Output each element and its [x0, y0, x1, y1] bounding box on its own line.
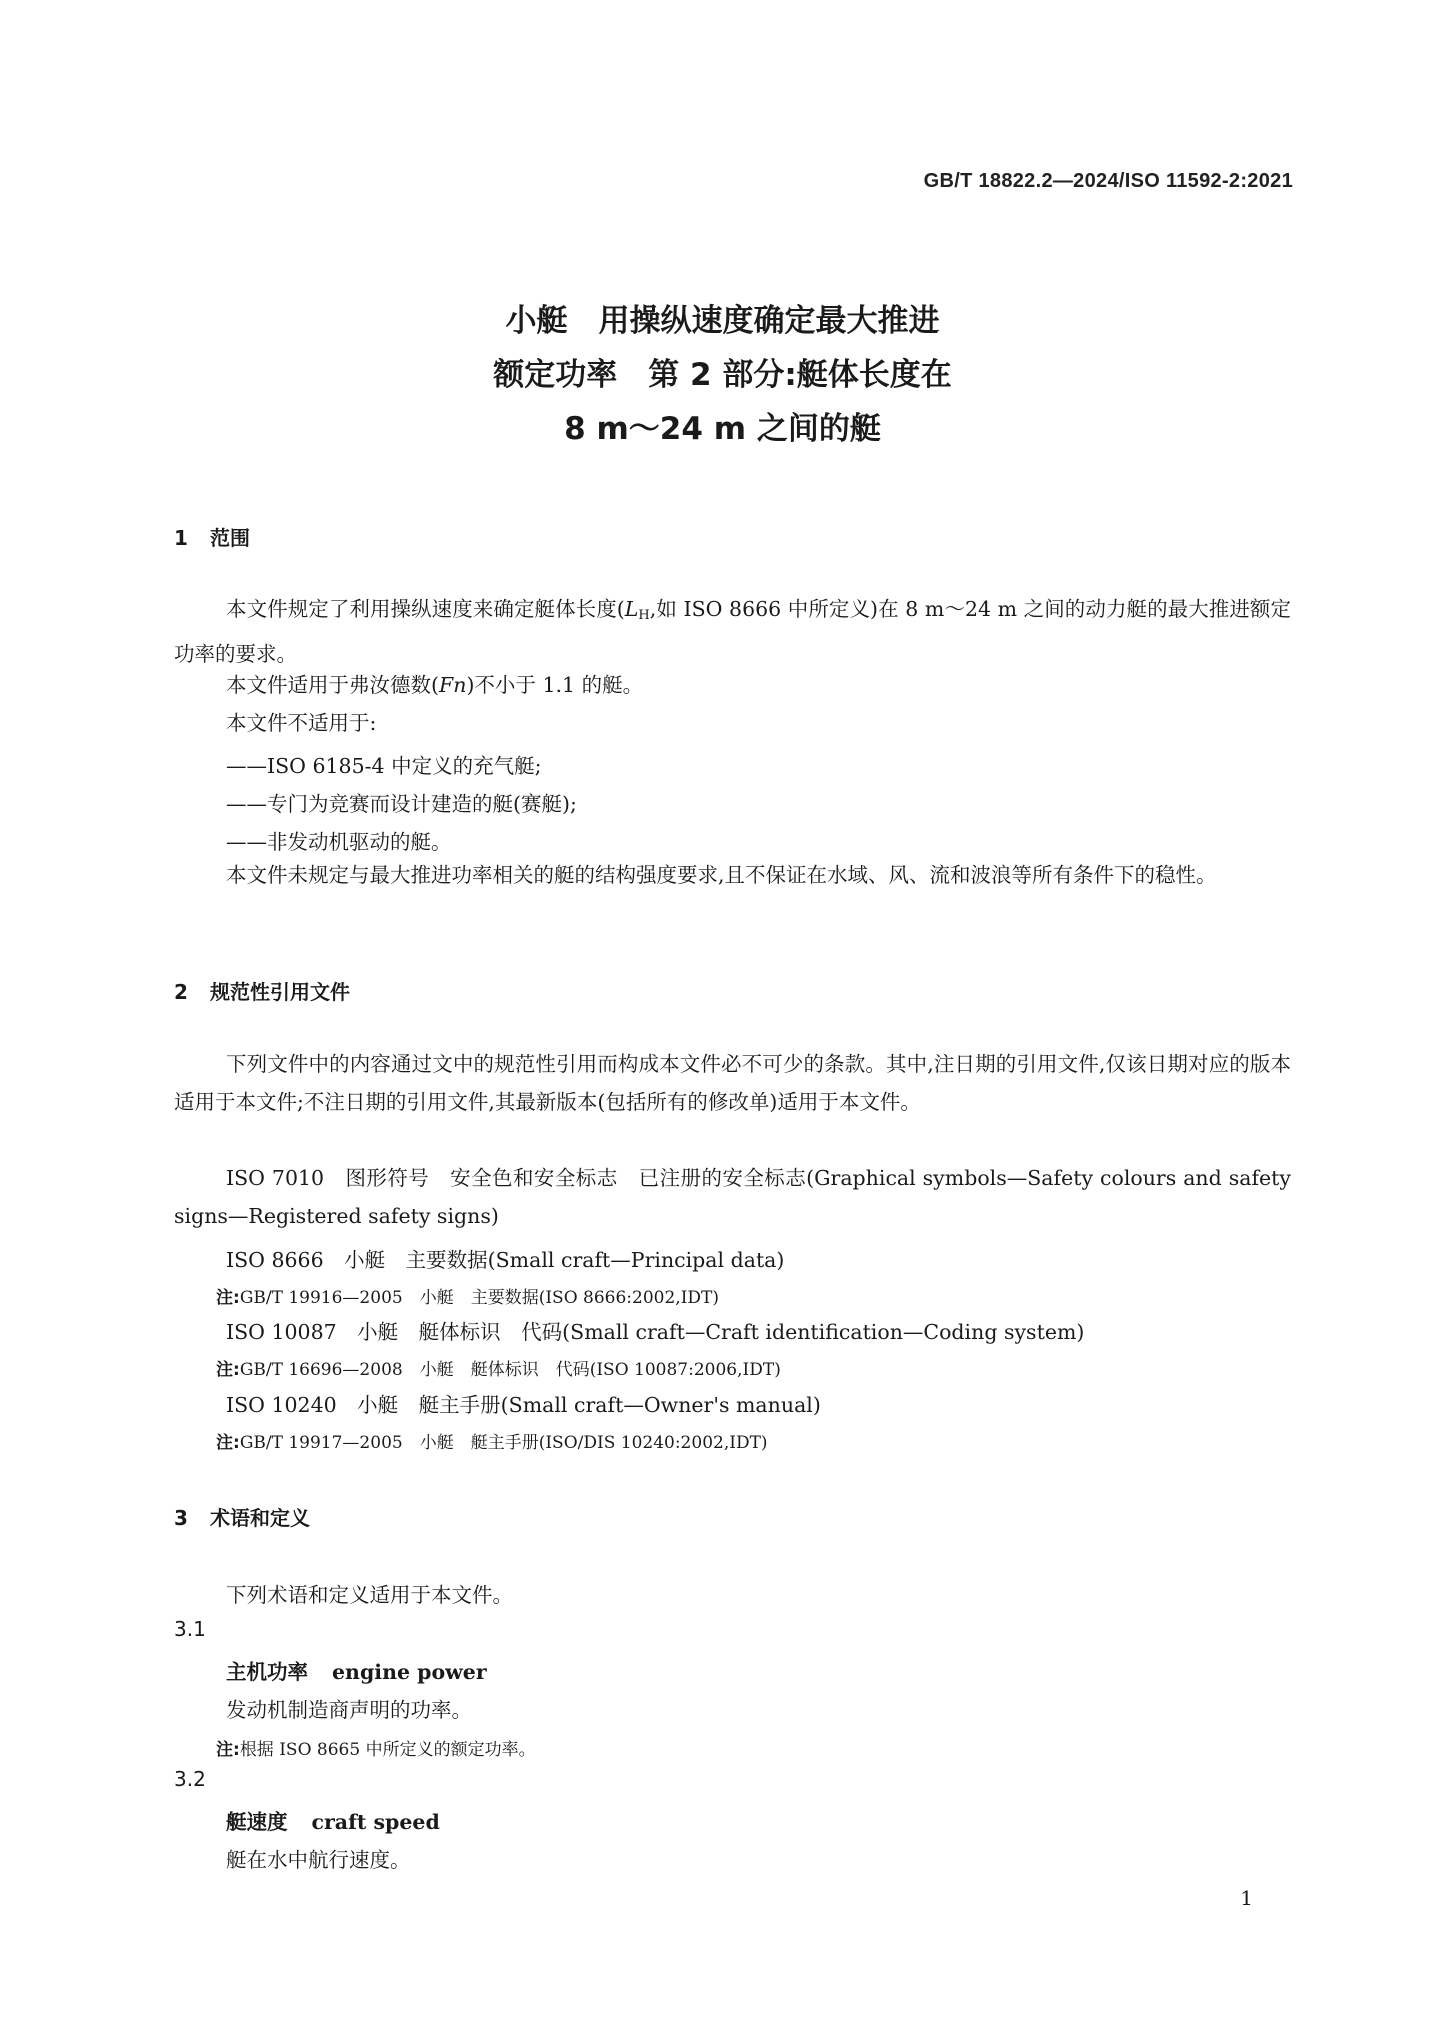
scope-paragraph-2: 本文件适用于弗汝德数(Fn)不小于 1.1 的艇。: [226, 673, 644, 697]
standard-code: GB/T 18822.2—2024/ISO 11592-2:2021: [923, 170, 1293, 192]
list-item: ——非发动机驱动的艇。: [226, 830, 452, 854]
term-name: 主机功率 engine power: [226, 1660, 487, 1684]
reference-iso-8666: ISO 8666 小艇 主要数据(Small craft—Principal data): [226, 1248, 785, 1272]
document-title: [0, 294, 1445, 456]
section-1-heading: [174, 522, 250, 551]
reference-iso-7010: ISO 7010 图形符号 安全色和安全标志 已注册的安全标志(Graphical symbols—Safety colours and safety signs—Registered safety signs): [174, 1166, 1291, 1228]
list-item: ——ISO 6185-4 中定义的充气艇;: [226, 754, 542, 778]
references-paragraph: 下列文件中的内容通过文中的规范性引用而构成本文件必不可少的条款。其中,注日期的引用文件,仅该日期对应的版本适用于本文件;不注日期的引用文件,其最新版本(包括所有的修改单)适用于本文件。: [174, 1052, 1291, 1114]
term-number: 3.2: [174, 1767, 206, 1791]
term-name: 艇速度 craft speed: [226, 1810, 440, 1834]
reference-iso-10087: ISO 10087 小艇 艇体标识 代码(Small craft—Craft identification—Coding system): [226, 1320, 1085, 1344]
list-item: ——专门为竞赛而设计建造的艇(赛艇);: [226, 792, 577, 816]
page-number: 1: [1240, 1886, 1253, 1910]
section-number: 3: [174, 1506, 188, 1530]
note: 注:根据 ISO 8665 中所定义的额定功率。: [216, 1740, 536, 1760]
section-number: 2: [174, 980, 188, 1004]
section-title: 规范性引用文件: [210, 980, 350, 1004]
length-symbol: L: [624, 597, 639, 621]
scope-paragraph-1: 本文件规定了利用操纵速度来确定艇体长度($L_H$,如 ISO 8666 中所定义)在 8 m～24 m 之间的动力艇的最大推进额定功率的要求。: [174, 597, 1291, 666]
section-title: 术语和定义: [210, 1506, 310, 1530]
froude-symbol: Fn: [439, 673, 467, 697]
scope-paragraph-3: 本文件不适用于:: [226, 711, 377, 735]
title-line-3: 8 m～24 m 之间的艇: [564, 411, 881, 447]
term-definition: 艇在水中航行速度。: [226, 1848, 411, 1872]
note: 注:GB/T 16696—2008 小艇 艇体标识 代码(ISO 10087:2006,IDT): [216, 1360, 781, 1380]
section-3-heading: [174, 1502, 310, 1531]
note: 注:GB/T 19917—2005 小艇 艇主手册(ISO/DIS 10240:2002,IDT): [216, 1433, 768, 1453]
term-number: 3.1: [174, 1617, 206, 1641]
title-line-2: 额定功率 第 2 部分:艇体长度在: [493, 357, 952, 393]
section-number: 1: [174, 526, 188, 550]
terms-intro: 下列术语和定义适用于本文件。: [226, 1583, 513, 1607]
note: 注:GB/T 19916—2005 小艇 主要数据(ISO 8666:2002,IDT): [216, 1288, 720, 1308]
section-title: 范围: [210, 526, 250, 550]
section-2-heading: [174, 976, 350, 1005]
reference-iso-10240: ISO 10240 小艇 艇主手册(Small craft—Owner's manual): [226, 1393, 821, 1417]
scope-paragraph-4: 本文件未规定与最大推进功率相关的艇的结构强度要求,且不保证在水域、风、流和波浪等所有条件下的稳性。: [226, 863, 1217, 887]
term-definition: 发动机制造商声明的功率。: [226, 1698, 472, 1722]
title-line-1: 小艇 用操纵速度确定最大推进: [505, 303, 940, 339]
length-subscript: H: [638, 608, 650, 623]
